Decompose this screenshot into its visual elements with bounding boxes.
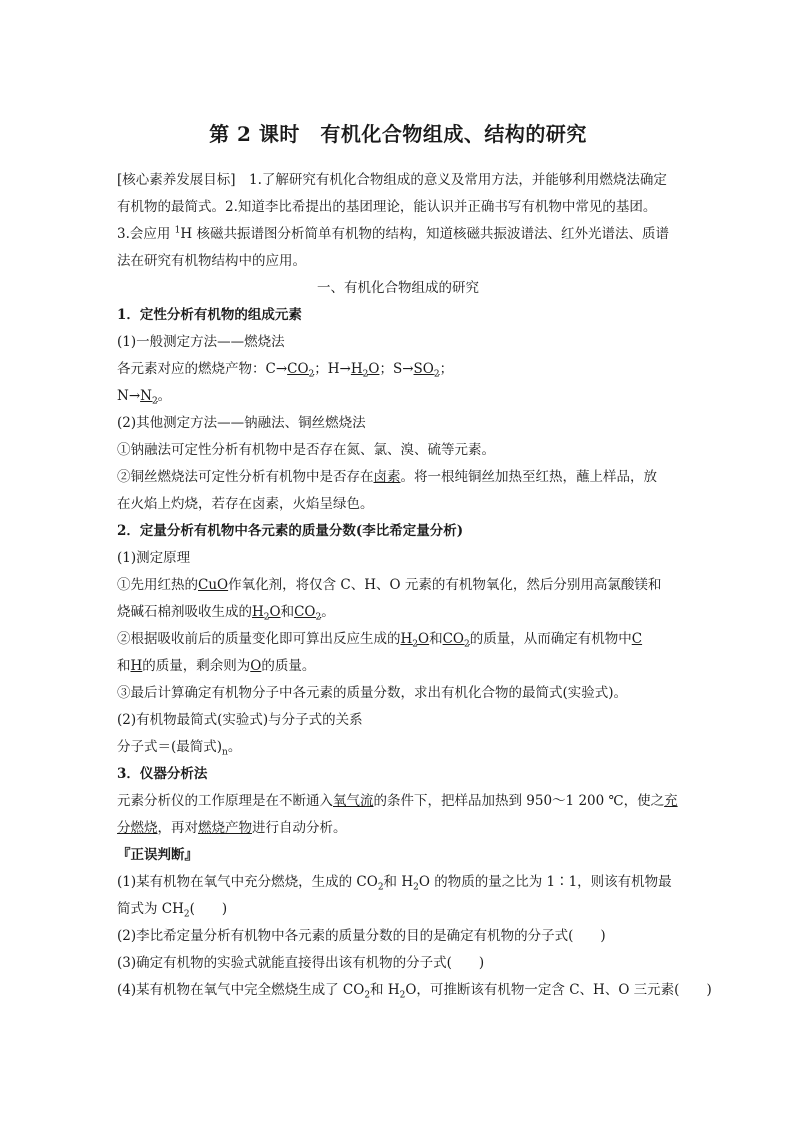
goals-line-4: 法在研究有机物结构中的应用。 [117, 253, 306, 269]
s1-item2: ②铜丝燃烧法可定性分析有机物中是否存在卤素。将一根纯铜丝加热至红热，蘸上样品，放 [117, 469, 657, 485]
goals-line-2: 有机物的最简式。2.知道李比希提出的基团理论，能认识并正确书写有机物中常见的基团。 [117, 199, 657, 215]
judge-q2: (2)李比希定量分析有机物中各元素的质量分数的目的是确定有机物的分子式( ) [117, 928, 606, 944]
page-title: 第 2 课时 有机化合物组成、结构的研究 [209, 122, 587, 146]
s3-heading: 3．仪器分析法 [117, 766, 208, 782]
s2-item2: ②根据吸收前后的质量变化即可算出反应生成的$H_2O$和$CO_2$的质量，从而确定有机物中C [117, 631, 643, 650]
s2-heading: 2．定量分析有机物中各元素的质量分数(李比希定量分析) [117, 523, 464, 539]
s2-sub1: (1)测定原理 [117, 550, 191, 566]
s1-item2-cont: 在火焰上灼烧，若存在卤素，火焰呈绿色。 [117, 496, 374, 512]
goals-line-1: [核心素养发展目标] 1.了解研究有机化合物组成的意义及常用方法，并能够利用燃烧法确定 [117, 172, 667, 188]
s1-sub1: (1)一般测定方法——燃烧法 [117, 334, 285, 350]
s1-item1: ①钠融法可定性分析有机物中是否存在氮、氯、溴、硫等元素。 [117, 442, 495, 458]
s3-line2: 分燃烧，再对燃烧产物进行自动分析。 [117, 820, 347, 836]
judge-q3: (3)确定有机物的实验式就能直接得出该有机物的分子式( ) [117, 955, 485, 971]
document-page [117, 118, 712, 1004]
goals-label: [核心素养发展目标] [117, 172, 236, 188]
s1-products: 各元素对应的燃烧产物：$C\to CO_2$；$H\to H_2O$；$S\to SO_2$； [117, 361, 454, 380]
section-heading: 一、有机化合物组成的研究 [317, 280, 479, 296]
judge-q4: (4)某有机物在氧气中完全燃烧生成了 $CO_2$和 $H_2O$，可推断该有机物一定含 C、H、O 三元素( ) [117, 982, 712, 1001]
s1-sub2: (2)其他测定方法——钠融法、铜丝燃烧法 [117, 415, 366, 431]
goals-line-3: 3.会应用 $^1$H 核磁共振谱图分析简单有机物的结构，知道核磁共振波谱法、红外光谱法、质谱 [117, 225, 669, 242]
judge-q1: (1)某有机物在氧气中充分燃烧，生成的 $CO_2$和 $H_2O$ 的物质的量之比为 1∶1，则该有机物最 [117, 874, 672, 893]
s2-sub2: (2)有机物最简式(实验式)与分子式的关系 [117, 712, 363, 728]
s3-line1: 元素分析仪的工作原理是在不断通入氧气流的条件下，把样品加热到 950～1 200 ℃，使之充 [117, 793, 678, 809]
s2-formula: 分子式＝(最简式)$_n$。 [117, 739, 242, 758]
s2-item2-cont: 和H的质量，剩余则为O的质量。 [117, 658, 316, 674]
s1-nitrogen: $N\to N_2$。 [117, 388, 172, 407]
judge-heading: 『正误判断』 [117, 847, 198, 863]
s1-heading: 1．定性分析有机物的组成元素 [117, 307, 302, 323]
s2-item1-cont: 烧碱石棉剂吸收生成的$H_2O$和$CO_2$。 [117, 604, 335, 623]
s2-item1: ①先用红热的CuO作氧化剂，将仅含 C、H、O 元素的有机物氧化，然后分别用高氯酸镁和 [117, 577, 662, 593]
s2-item3: ③最后计算确定有机物分子中各元素的质量分数，求出有机化合物的最简式(实验式)。 [117, 685, 628, 701]
judge-q1-cont: 简式为 $CH_2$( ) [117, 901, 228, 920]
